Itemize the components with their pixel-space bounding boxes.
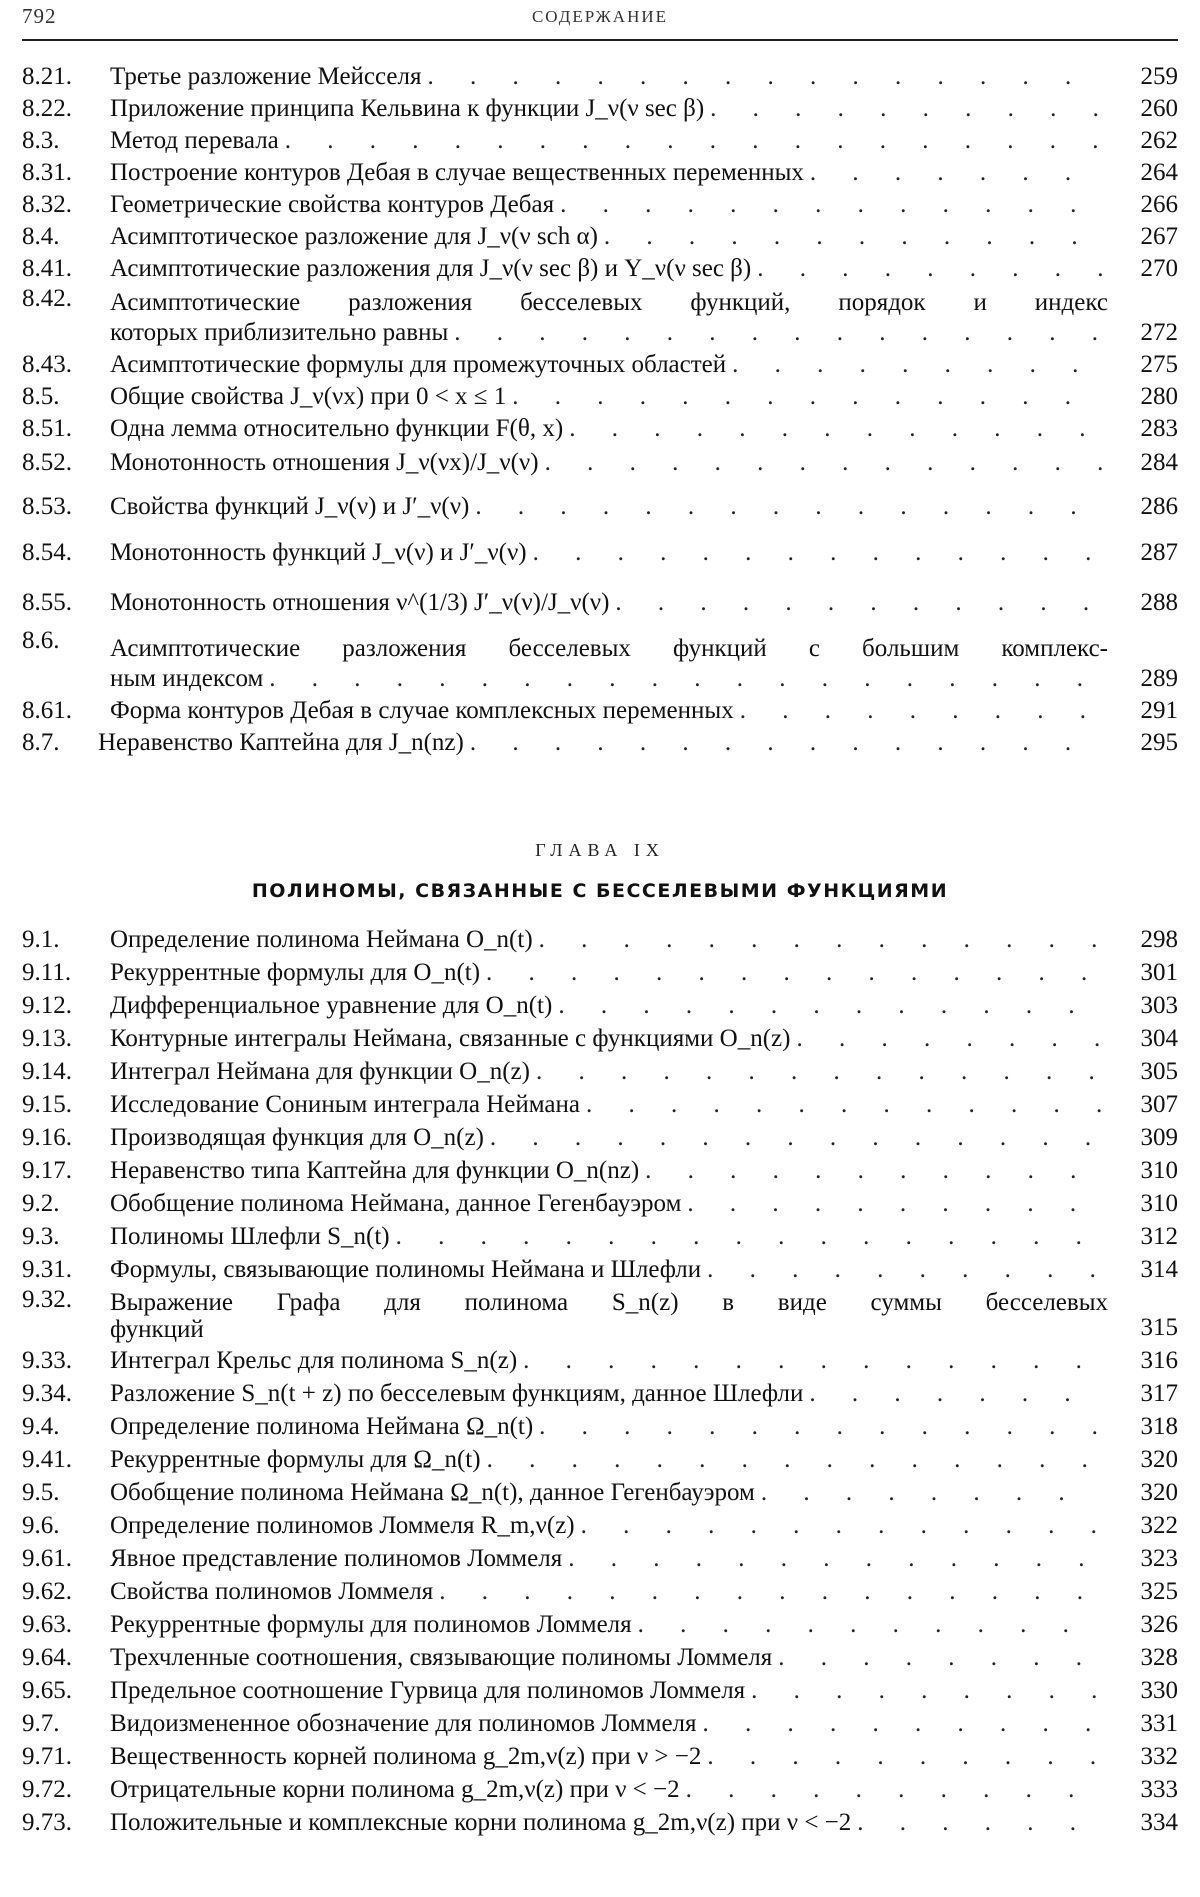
toc-entry[interactable] (22, 1252, 1178, 1285)
entry-page: 305 (1140, 1058, 1178, 1085)
dot-leader (604, 222, 1102, 252)
entry-title: Рекуррентные формулы для полиномов Ломмеля (110, 1611, 632, 1638)
entry-title: Исследование Сониным интеграла Неймана (110, 1091, 580, 1118)
toc-entry[interactable] (22, 380, 1178, 412)
toc-entry[interactable] (22, 412, 1178, 444)
entry-page: 309 (1140, 1124, 1178, 1151)
dot-leader (740, 696, 1102, 726)
dot-leader (638, 1610, 1102, 1640)
entry-number: 9.13. (22, 1025, 72, 1052)
toc-entry[interactable] (22, 1285, 1178, 1343)
dot-leader (486, 958, 1102, 988)
entry-title: Неравенство типа Каптейна для функции O_n(nz) (110, 1157, 640, 1184)
entry-number: 9.11. (22, 959, 72, 986)
entry-number: 8.43. (22, 351, 72, 378)
toc-entry[interactable] (22, 1120, 1178, 1153)
toc-entry[interactable] (22, 1054, 1178, 1087)
entry-page: 272 (1140, 319, 1178, 346)
toc-entry[interactable] (22, 1739, 1178, 1772)
dot-leader (539, 1412, 1102, 1442)
entry-page: 312 (1140, 1223, 1178, 1250)
entry-page: 332 (1140, 1743, 1178, 1770)
toc-entry[interactable] (22, 1376, 1178, 1409)
toc-entry[interactable] (22, 156, 1178, 188)
entry-number: 8.52. (22, 449, 72, 476)
toc-entry[interactable] (22, 694, 1178, 726)
entry-page: 316 (1140, 1347, 1178, 1374)
chapter-title: ПОЛИНОМЫ, СВЯЗАННЫЕ С БЕССЕЛЕВЫМИ ФУНКЦИЯМИ (251, 880, 949, 902)
dot-leader (512, 382, 1102, 412)
toc-entry[interactable] (22, 1706, 1178, 1739)
entry-number: 9.7. (22, 1710, 60, 1737)
toc-entry[interactable] (22, 1087, 1178, 1120)
toc-entry[interactable] (22, 348, 1178, 380)
entry-title: Интеграл Крельс для полинома S_n(z) (110, 1347, 518, 1374)
toc-entry[interactable] (22, 1343, 1178, 1376)
dot-leader (545, 448, 1102, 478)
dot-leader (710, 94, 1102, 124)
toc-entry[interactable] (22, 60, 1178, 92)
entry-page: 330 (1140, 1677, 1178, 1704)
entry-title: Положительные и комплексные корни полинома g_2m,ν(z) при ν < −2 (110, 1809, 852, 1836)
dot-leader (487, 1445, 1102, 1475)
entry-number: 8.55. (22, 589, 72, 616)
dot-leader (707, 1742, 1102, 1772)
entry-page: 287 (1140, 539, 1178, 566)
dot-leader (757, 254, 1102, 284)
entry-title: Форма контуров Дебая в случае комплексных переменных (110, 697, 734, 724)
entry-title: Монотонность отношения J_ν(νx)/J_ν(ν) (110, 449, 539, 476)
entry-page: 333 (1140, 1776, 1178, 1803)
toc-entry[interactable] (22, 955, 1178, 988)
entry-number: 8.42. (22, 285, 72, 312)
entry-number: 9.31. (22, 1256, 72, 1283)
entry-page: 295 (1140, 729, 1178, 756)
page-header (22, 4, 1178, 34)
toc-entry[interactable] (22, 1021, 1178, 1054)
toc-entry[interactable] (22, 478, 1178, 522)
entry-page: 303 (1140, 992, 1178, 1019)
entry-number: 9.6. (22, 1512, 60, 1539)
entry-title: Контурные интегралы Неймана, связанные с функциями O_n(z) (110, 1025, 791, 1052)
entry-number: 9.65. (22, 1677, 72, 1704)
entry-number: 8.51. (22, 415, 72, 442)
entry-number: 9.63. (22, 1611, 72, 1638)
entry-page: 323 (1140, 1545, 1178, 1572)
entry-page: 288 (1140, 589, 1178, 616)
entry-number: 9.41. (22, 1446, 72, 1473)
entry-title-line-1: Асимптотические разложения бесселевых функций, порядок и индекс (110, 289, 1108, 316)
dot-leader (810, 158, 1102, 188)
dot-leader (539, 925, 1102, 955)
entry-page: 266 (1140, 191, 1178, 218)
dot-leader (533, 538, 1102, 568)
entry-title: Трехчленные соотношения, связывающие полиномы Ломмеля (110, 1644, 773, 1671)
dot-leader (581, 1511, 1102, 1541)
entry-title: Асимптотические формулы для промежуточных областей (110, 351, 727, 378)
dot-leader (732, 350, 1102, 380)
toc-entry[interactable] (22, 522, 1178, 568)
toc-entry[interactable] (22, 1541, 1178, 1574)
entry-page: 304 (1140, 1025, 1178, 1052)
entry-page: 328 (1140, 1644, 1178, 1671)
entry-page: 334 (1140, 1809, 1178, 1836)
entry-number: 8.7. (22, 729, 60, 756)
dot-leader (454, 318, 1102, 348)
entry-page: 325 (1140, 1578, 1178, 1605)
entry-title: Рекуррентные формулы для O_n(t) (110, 959, 481, 986)
entry-title: Приложение принципа Кельвина к функции J_ν(ν sec β) (110, 95, 705, 122)
toc-section-9 (22, 922, 1178, 1838)
entry-title: Свойства функций J_ν(ν) и J′_ν(ν) (110, 493, 470, 520)
dot-leader (285, 126, 1102, 156)
entry-number: 8.22. (22, 95, 72, 122)
dot-leader (703, 1709, 1102, 1739)
toc-entry[interactable] (22, 444, 1178, 478)
entry-page: 331 (1140, 1710, 1178, 1737)
entry-number: 8.4. (22, 223, 60, 250)
entry-page: 270 (1140, 255, 1178, 282)
toc-entry[interactable] (22, 1409, 1178, 1442)
dot-leader (428, 62, 1103, 92)
entry-title: Монотонность отношения ν^(1/3) J′_ν(ν)/J_ν(ν) (110, 589, 610, 616)
entry-page: 315 (1140, 1314, 1178, 1341)
dot-leader (761, 1478, 1102, 1508)
entry-title: Явное представление полиномов Ломмеля (110, 1545, 563, 1572)
toc-entry[interactable] (22, 1153, 1178, 1186)
entry-page: 326 (1140, 1611, 1178, 1638)
entry-title: Определение полиномов Ломмеля R_m,ν(z) (110, 1512, 575, 1539)
dot-leader (523, 1346, 1102, 1376)
dot-leader (615, 588, 1102, 618)
entry-title: Третье разложение Мейсселя (110, 63, 422, 90)
entry-title: Рекуррентные формулы для Ω_n(t) (110, 1446, 481, 1473)
entry-number: 9.16. (22, 1124, 72, 1151)
toc-entry[interactable] (22, 1805, 1178, 1838)
toc-entry[interactable] (22, 1607, 1178, 1640)
entry-page: 275 (1140, 351, 1178, 378)
dot-leader (439, 1577, 1102, 1607)
dot-leader (470, 728, 1102, 758)
entry-page: 307 (1140, 1091, 1178, 1118)
entry-title: Полиномы Шлефли S_n(t) (110, 1223, 390, 1250)
entry-title: Построение контуров Дебая в случае вещественных переменных (110, 159, 804, 186)
entry-page: 318 (1140, 1413, 1178, 1440)
toc-section-8 (22, 60, 1178, 758)
entry-number: 8.61. (22, 697, 72, 724)
entry-number: 8.21. (22, 63, 72, 90)
entry-number: 9.17. (22, 1157, 72, 1184)
dot-leader (809, 1379, 1102, 1409)
entry-title: Асимптотические разложения для J_ν(ν sec β) и Y_ν(ν sec β) (110, 255, 752, 282)
entry-title: Производящая функция для O_n(z) (110, 1124, 484, 1151)
entry-page: 320 (1140, 1446, 1178, 1473)
toc-entry[interactable] (22, 252, 1178, 284)
entry-title: Отрицательные корни полинома g_2m,ν(z) при ν < −2 (110, 1776, 680, 1803)
toc-entry[interactable] (22, 1640, 1178, 1673)
dot-leader (396, 1222, 1102, 1252)
entry-number: 9.15. (22, 1091, 72, 1118)
dot-leader (707, 1255, 1102, 1285)
entry-page: 260 (1140, 95, 1178, 122)
toc-entry[interactable] (22, 568, 1178, 618)
entry-number: 9.71. (22, 1743, 72, 1770)
toc-entry[interactable] (22, 1508, 1178, 1541)
entry-title-line-2: ным индексом (110, 665, 264, 692)
page-number: 792 (22, 4, 57, 28)
dot-leader (536, 1057, 1102, 1087)
entry-title: Определение полинома Неймана O_n(t) (110, 926, 533, 953)
toc-entry[interactable] (22, 1673, 1178, 1706)
dot-leader (475, 492, 1102, 522)
toc-entry[interactable] (22, 92, 1178, 124)
entry-number: 9.64. (22, 1644, 72, 1671)
entry-number: 9.32. (22, 1286, 72, 1313)
dot-leader (568, 1544, 1102, 1574)
entry-number: 9.33. (22, 1347, 72, 1374)
entry-number: 9.4. (22, 1413, 60, 1440)
entry-number: 8.53. (22, 493, 72, 520)
entry-number: 9.62. (22, 1578, 72, 1605)
dot-leader (569, 414, 1102, 444)
toc-entry[interactable] (22, 124, 1178, 156)
toc-entry[interactable] (22, 988, 1178, 1021)
entry-title: Обобщение полинома Неймана Ω_n(t), данное Гегенбауэром (110, 1479, 755, 1506)
entry-number: 8.6. (22, 627, 60, 654)
entry-number: 8.41. (22, 255, 72, 282)
entry-number: 8.31. (22, 159, 72, 186)
entry-title: Одна лемма относительно функции F(θ, x) (110, 415, 564, 442)
entry-number: 9.12. (22, 992, 72, 1019)
chapter-label: ГЛАВА IX (535, 840, 665, 860)
entry-page: 314 (1140, 1256, 1178, 1283)
entry-number: 8.54. (22, 539, 72, 566)
dot-leader (558, 991, 1102, 1021)
toc-entry[interactable] (22, 1219, 1178, 1252)
running-title: СОДЕРЖАНИЕ (531, 7, 669, 26)
entry-page: 264 (1140, 159, 1178, 186)
entry-number: 9.61. (22, 1545, 72, 1572)
toc-entry[interactable] (22, 188, 1178, 220)
dot-leader (560, 190, 1102, 220)
dot-leader (686, 1775, 1102, 1805)
toc-entry[interactable] (22, 1442, 1178, 1475)
toc-entry[interactable] (22, 1186, 1178, 1219)
entry-title-line-1: Асимптотические разложения бесселевых функций с большим комплекс- (110, 635, 1108, 662)
entry-number: 8.32. (22, 191, 72, 218)
dot-leader (687, 1189, 1102, 1219)
entry-number: 9.73. (22, 1809, 72, 1836)
entry-title: Определение полинома Неймана Ω_n(t) (110, 1413, 534, 1440)
entry-title: Формулы, связывающие полиномы Неймана и Шлефли (110, 1256, 702, 1283)
header-divider (22, 39, 1178, 41)
entry-page: 320 (1140, 1479, 1178, 1506)
toc-entry[interactable] (22, 726, 1178, 758)
entry-page: 259 (1140, 63, 1178, 90)
entry-title: Дифференциальное уравнение для O_n(t) (110, 992, 553, 1019)
entry-page: 298 (1140, 926, 1178, 953)
entry-title: Свойства полиномов Ломмеля (110, 1578, 434, 1605)
toc-entry[interactable] (22, 1475, 1178, 1508)
entry-title: Видоизмененное обозначение для полиномов Ломмеля (110, 1710, 697, 1737)
dot-leader (796, 1024, 1102, 1054)
toc-entry[interactable] (22, 618, 1178, 694)
entry-page: 284 (1140, 449, 1178, 476)
entry-title: Обобщение полинома Неймана, данное Гегенбауэром (110, 1190, 682, 1217)
entry-page: 291 (1140, 697, 1178, 724)
entry-number: 9.14. (22, 1058, 72, 1085)
entry-page: 310 (1140, 1157, 1178, 1184)
entry-number: 9.5. (22, 1479, 60, 1506)
entry-number: 9.2. (22, 1190, 60, 1217)
entry-title: Геометрические свойства контуров Дебая (110, 191, 555, 218)
toc-entry[interactable] (22, 220, 1178, 252)
toc-entry[interactable] (22, 284, 1178, 348)
entry-page: 267 (1140, 223, 1178, 250)
entry-page: 286 (1140, 493, 1178, 520)
entry-page: 280 (1140, 383, 1178, 410)
dot-leader (857, 1808, 1102, 1838)
entry-number: 9.34. (22, 1380, 72, 1407)
entry-title-line-1: Выражение Графа для полинома S_n(z) в виде суммы бесселевых (110, 1289, 1108, 1316)
entry-title: Общие свойства J_ν(νx) при 0 < x ≤ 1 (110, 383, 507, 410)
entry-page: 317 (1140, 1380, 1178, 1407)
entry-page: 262 (1140, 127, 1178, 154)
entry-number: 9.72. (22, 1776, 72, 1803)
entry-number: 8.3. (22, 127, 60, 154)
dot-leader (269, 664, 1102, 694)
toc-entry[interactable] (22, 1772, 1178, 1805)
toc-entry[interactable] (22, 922, 1178, 955)
entry-page: 283 (1140, 415, 1178, 442)
entry-page: 322 (1140, 1512, 1178, 1539)
entry-title: Неравенство Каптейна для J_n(nz) (98, 729, 464, 756)
dot-leader (490, 1123, 1102, 1153)
entry-page: 301 (1140, 959, 1178, 986)
entry-title: Метод перевала (110, 127, 279, 154)
entry-title: Асимптотическое разложение для J_ν(ν sch α) (110, 223, 598, 250)
dot-leader (778, 1643, 1102, 1673)
entry-title-line-2: которых приблизительно равны (110, 319, 449, 346)
entry-number: 9.1. (22, 926, 60, 953)
dot-leader (645, 1156, 1102, 1186)
entry-number: 9.3. (22, 1223, 60, 1250)
toc-entry[interactable] (22, 1574, 1178, 1607)
entry-title: Интеграл Неймана для функции O_n(z) (110, 1058, 530, 1085)
dot-leader (586, 1090, 1102, 1120)
entry-page: 310 (1140, 1190, 1178, 1217)
entry-number: 8.5. (22, 383, 60, 410)
dot-leader (751, 1676, 1102, 1706)
entry-title: Вещественность корней полинома g_2m,ν(z) при ν > −2 (110, 1743, 702, 1770)
entry-title-line-2: функций (110, 1316, 204, 1343)
entry-title: Разложение S_n(t + z) по бесселевым функциям, данное Шлефли (110, 1380, 804, 1407)
entry-title: Предельное соотношение Гурвица для полиномов Ломмеля (110, 1677, 746, 1704)
entry-title: Монотонность функций J_ν(ν) и J′_ν(ν) (110, 539, 527, 566)
entry-page: 289 (1140, 665, 1178, 692)
